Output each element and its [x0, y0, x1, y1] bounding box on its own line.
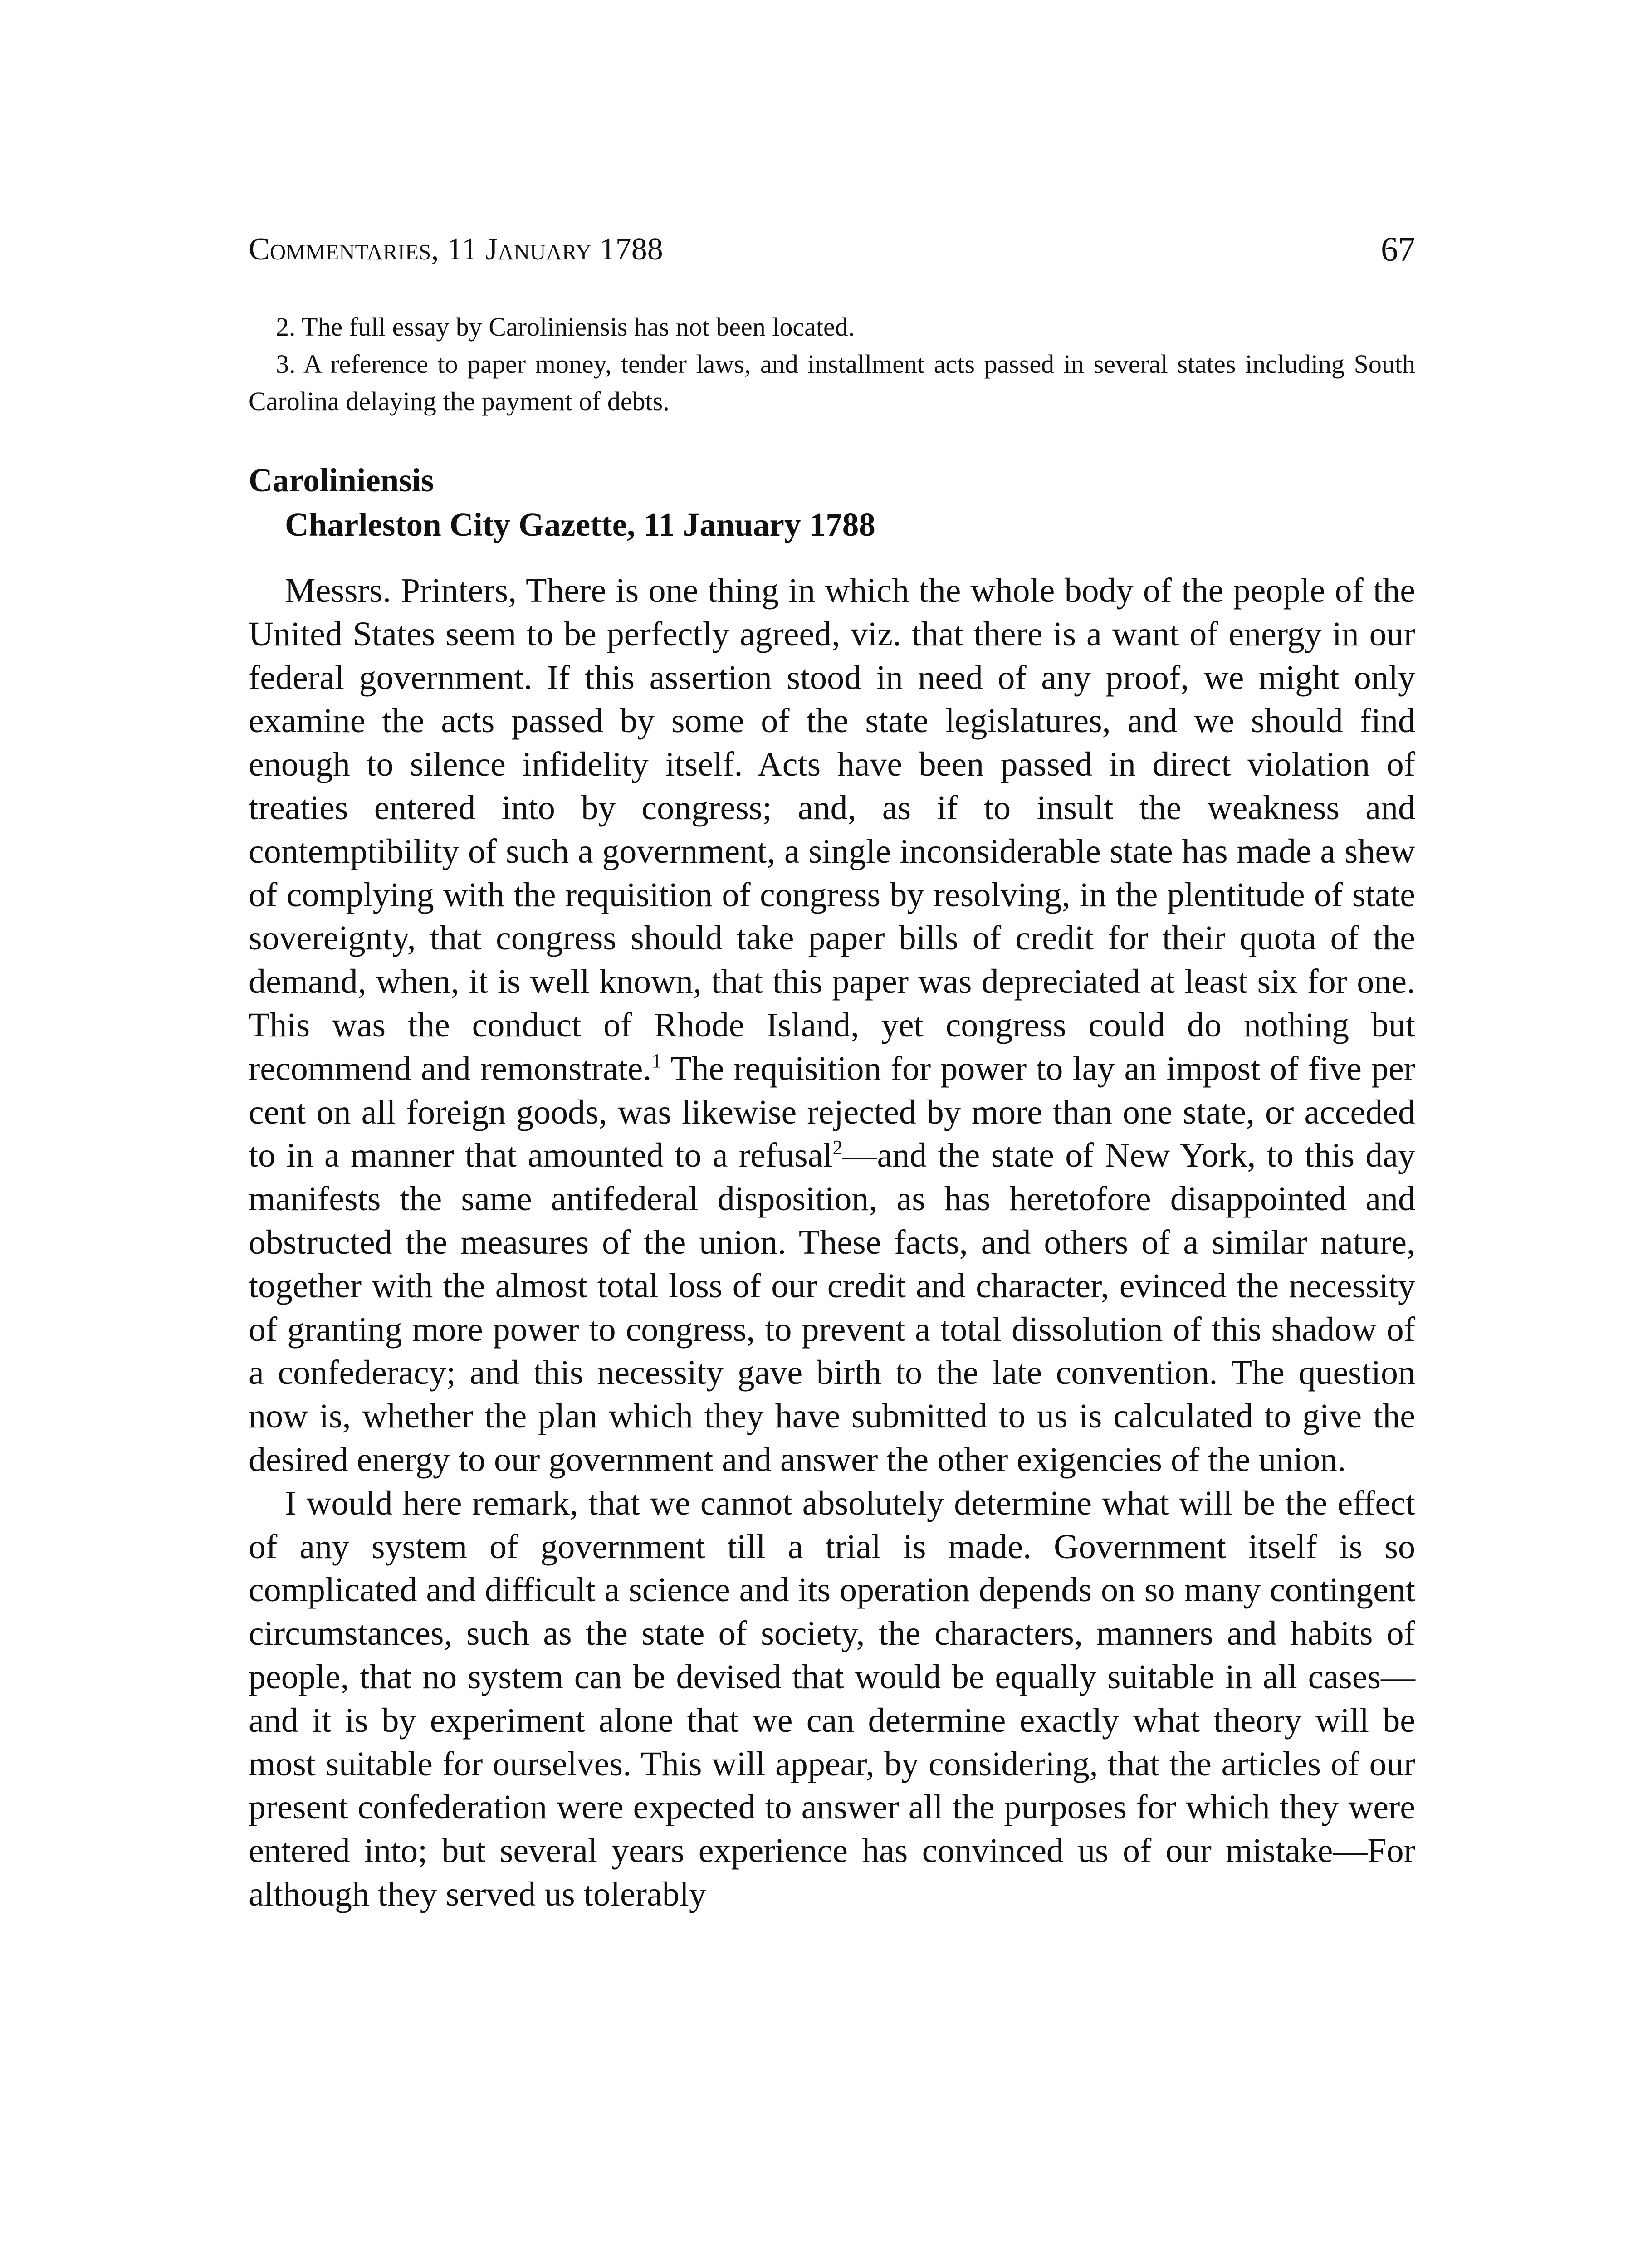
- running-head-year: 1788: [592, 232, 663, 267]
- note-reference: 2: [832, 1136, 843, 1159]
- running-head-initial-1: C: [249, 232, 270, 267]
- footnotes: [249, 308, 1415, 420]
- paragraph-text: —and the state of New York, to this day manifests the same antifederal disposition, as has heretofore disappointed and obstructed the measures of the union. These facts, and others of a similar nature, together with the almost total loss of our credit and character, evinced the necessity of granting more power to congress, to prevent a total dissolution of this shadow of a confederacy; and this necessity gave birth to the late convention. The question now is, whether the plan which they have submitted to us is calculated to give the desired energy to our government and answer the other exigencies of the union.: [249, 1136, 1415, 1479]
- page-number: 67: [1381, 230, 1415, 269]
- footnote: 3. A reference to paper money, tender laws, and installment acts passed in several states including South Carolina delaying the payment of debts.: [249, 349, 1415, 416]
- running-head: [249, 225, 1415, 274]
- running-head-smallcaps-1: ommentaries: [269, 232, 431, 267]
- running-head-title: [249, 225, 663, 274]
- footnote: 2. The full essay by Caroliniensis has not been located.: [276, 312, 855, 342]
- paragraph-text: The requisition for power to lay an impost of five per cent on all foreign goods, was likewise rejected by more than one state, or acceded to in a manner that amounted to a refusal: [249, 1049, 1415, 1175]
- paragraph: [249, 569, 1415, 1482]
- document-heading: [249, 458, 1415, 547]
- paragraph: I would here remark, that we cannot absolutely determine what will be the effect of any system of government till a trial is made. Government itself is so complicated and difficult a science and its operation depends on so many contingent circumstances, such as the state of society, the characters, manners and habits of people, that no system can be devised that would be equally suitable in all cases—and it is by experiment alone that we can determine exactly what theory will be most suitable for ourselves. This will appear, by considering, that the articles of our present confederation were expected to answer all the purposes for which they were entered into; but several years experience has convinced us of our mistake—For although they served us tolerably: [249, 1484, 1415, 1913]
- paragraph-text: Messrs. Printers, There is one thing in which the whole body of the people of the United States seem to be perfectly agreed, viz. that there is a want of energy in our federal government. If this assertion stood in need of any proof, we might only examine the acts passed by some of the state legislatures, and we should find enough to silence infidelity itself. Acts have been passed in direct violation of treaties entered into by congress; and, as if to insult the weakness and contemptibility of such a government, a single inconsiderable state has made a shew of complying with the requisition of congress by resolving, in the plentitude of state sovereignty, that congress should take paper bills of credit for their quota of the demand, when, it is well known, that this paper was depreciated at least six for one. This was the conduct of Rhode Island, yet congress could do nothing but recommend and remonstrate.: [249, 572, 1415, 1088]
- running-head-date: , 11 J: [431, 232, 498, 267]
- document-body: [249, 569, 1415, 1916]
- note-reference: 1: [651, 1049, 662, 1072]
- running-head-smallcaps-2: anuary: [498, 232, 592, 267]
- document-source: Charleston City Gazette, 11 January 1788: [285, 506, 875, 543]
- document-author: Caroliniensis: [249, 462, 434, 499]
